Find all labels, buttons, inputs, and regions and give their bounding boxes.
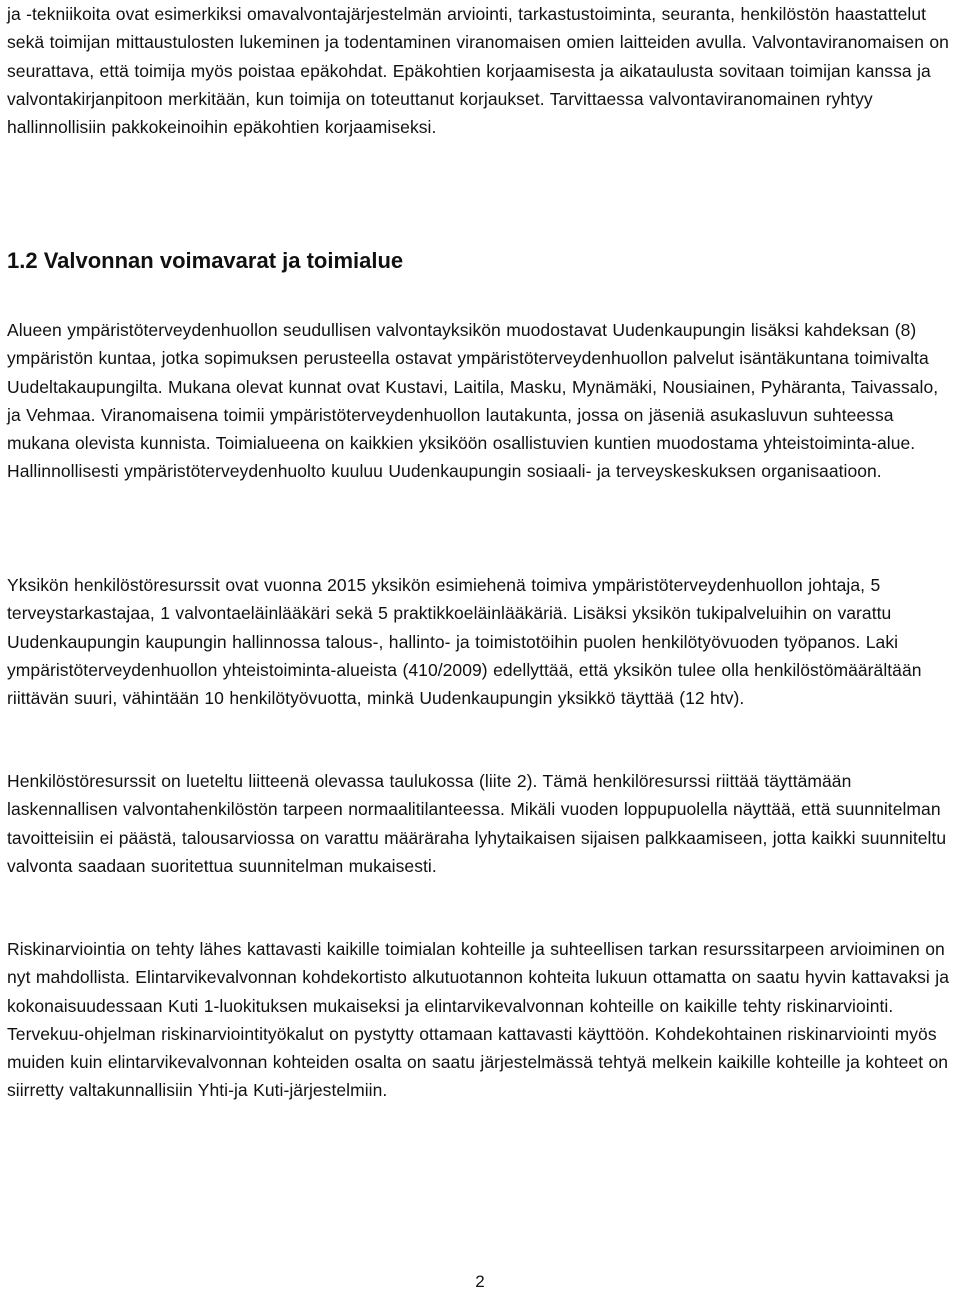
resources-paragraph: Yksikön henkilöstöresurssit ovat vuonna 2015 yksikön esimiehenä toimiva ympäristöterveydenhuollon johtaja, 5 terveystarkastajaa, 1 valvontaeläinlääkäri sekä 5 praktikkoeläinlääkäriä. Lisäksi yksikön tukipalveluihin on varattu Uudenkaupungin kaupungin hallinnossa talous-, hallinto- ja toimistotöihin puolen henkilötyövuoden työpanos. Laki ympäristöterveydenhuollon yhteistoiminta-alueista (410/2009) edellyttää, että yksikön tulee olla henkilöstömäärältään riittävän suuri, vähintään 10 henkilötyövuotta, minkä Uudenkaupungin yksikkö täyttää (12 htv). [7,575,922,709]
intro-paragraph: ja -tekniikoita ovat esimerkiksi omavalvontajärjestelmän arviointi, tarkastustoiminta, seuranta, henkilöstön haastattelut sekä toimijan mittaustulosten lukeminen ja todentaminen viranomaisen omien laitteiden avulla. Valvontaviranomaisen on seurattava, että toimija myös poistaa epäkohdat. Epäkohtien korjaamisesta ja aikataulusta sovitaan toimijan kanssa ja valvontakirjanpitoon merkitään, kun toimija on toteuttanut korjaukset. Tarvittaessa valvontaviranomainen ryhtyy hallinnollisiin pakkokeinoihin epäkohtien korjaamiseksi. [7,4,949,138]
page-number: 2 [475,1272,485,1291]
section-heading: 1.2 Valvonnan voimavarat ja toimialue [7,248,404,273]
scope-paragraph: Alueen ympäristöterveydenhuollon seudullisen valvontayksikön muodostavat Uudenkaupungin lisäksi kahdeksan (8) ympäristön kuntaa, jotka sopimuksen perusteella ostavat ympäristöterveydenhuollon palvelut isäntäkuntana toimivalta Uudeltakaupungilta. Mukana olevat kunnat ovat Kustavi, Laitila, Masku, Mynämäki, Nousiainen, Pyhäranta, Taivassalo, ja Vehmaa. Viranomaisena toimii ympäristöterveydenhuollon lautakunta, jossa on jäseniä asukasluvun suhteessa mukana olevista kunnista. Toimialueena on kaikkien yksiköön osallistuvien kuntien muodostama yhteistoiminta-alue. Hallinnollisesti ympäristöterveydenhuolto kuuluu Uudenkaupungin sosiaali- ja terveyskeskuksen organisaatioon. [7,320,939,482]
risk-assessment-paragraph: Riskinarviointia on tehty lähes kattavasti kaikille toimialan kohteille ja suhteellisen tarkan resurssitarpeen arvioiminen on nyt mahdollista. Elintarvikevalvonnan kohdekortisto alkutuotannon kohteita lukuun ottamatta on saatu hyvin kattavaksi ja kokonaisuudessaan Kuti 1-luokituksen mukaiseksi ja elintarvikevalvonnan kohteille on kaikille tehty riskinarviointi. Tervekuu-ohjelman riskinarviointityökalut on pystytty ottamaan kattavasti käyttöön. Kohdekohtainen riskinarviointi myös muiden kuin elintarvikevalvonnan kohteiden osalta on saatu järjestelmässä tehtyä melkein kaikille kohteille ja kohteet on siirretty valtakunnallisiin Yhti-ja Kuti-järjestelmiin. [7,939,949,1101]
personnel-paragraph: Henkilöstöresurssit on lueteltu liitteenä olevassa taulukossa (liite 2). Tämä henkilöresurssi riittää täyttämään laskennallisen valvontahenkilöstön tarpeen normaalitilanteessa. Mikäli vuoden loppupuolella näyttää, että suunnitelman tavoitteisiin ei päästä, talousarviossa on varattu määräraha lyhytaikaisen sijaisen palkkaamiseen, jotta kaikki suunniteltu valvonta saadaan suoritettua suunnitelman mukaisesti. [7,771,947,876]
